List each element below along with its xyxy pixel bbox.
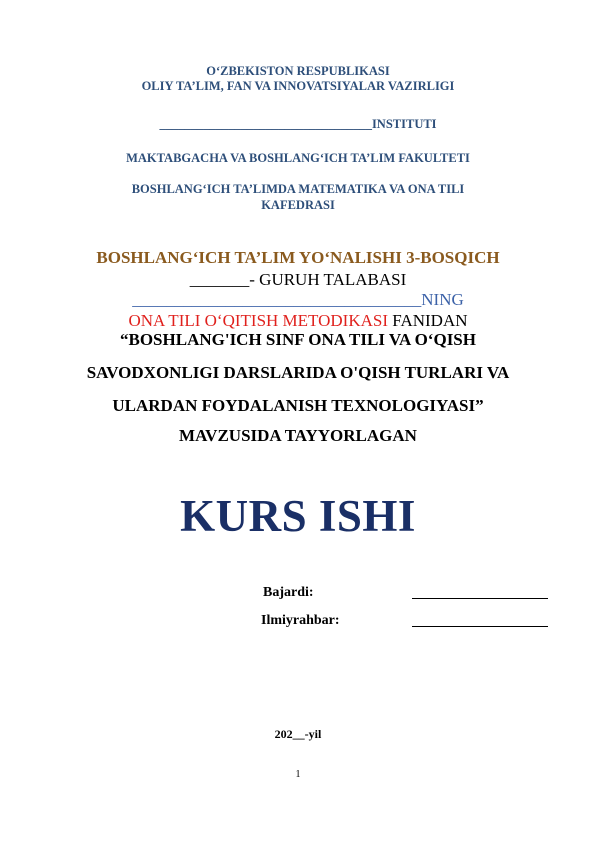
subject-suffix: FANIDAN [388,311,468,330]
subject-name: ONA TILI O‘QITISH METODIKASI [128,311,389,330]
student-direction: BOSHLANG‘ICH TA’LIM YO‘NALISHI 3-BOSQICH [96,248,500,267]
done-signature-line [412,598,548,599]
student-group: _______- GURUH TALABASI [189,270,407,289]
done-label: Bajardi: [263,585,314,600]
supervisor-label: Ilmiyrahbar: [261,613,340,628]
header-department-line2: KAFEDRASI [261,198,335,212]
header-faculty: MAKTABGACHA VA BOSHLANG‘ICH TA’LIM FAKULTETI [126,151,470,165]
topic-line3: ULARDAN FOYDALANISH TEXNOLOGIYASI” [112,396,484,415]
topic-line4: MAVZUSIDA TAYYORLAGAN [179,426,417,445]
topic-line2: SAVODXONLIGI DARSLARIDA O'QISH TURLARI VA [86,363,510,382]
year: 202__-yil [274,727,322,741]
topic-line1: “BOSHLANG'ICH SINF ONA TILI VA O‘QISH [119,330,476,349]
document-title: KURS ISHI [180,491,416,541]
supervisor-signature-line [412,626,548,627]
subject-line [0,311,596,331]
student-name-line: __________________________________NING [132,290,464,309]
page-number: 1 [295,769,301,780]
header-department-line1: BOSHLANG‘ICH TA’LIMDA MATEMATIKA VA ONA TILI [131,182,465,196]
header-country: O‘ZBEKISTON RESPUBLIKASI [206,64,390,78]
header-institute: __________________________________INSTITUTI [159,117,437,131]
header-ministry: OLIY TA’LIM, FAN VA INNOVATSIYALAR VAZIRLIGI [141,79,455,93]
